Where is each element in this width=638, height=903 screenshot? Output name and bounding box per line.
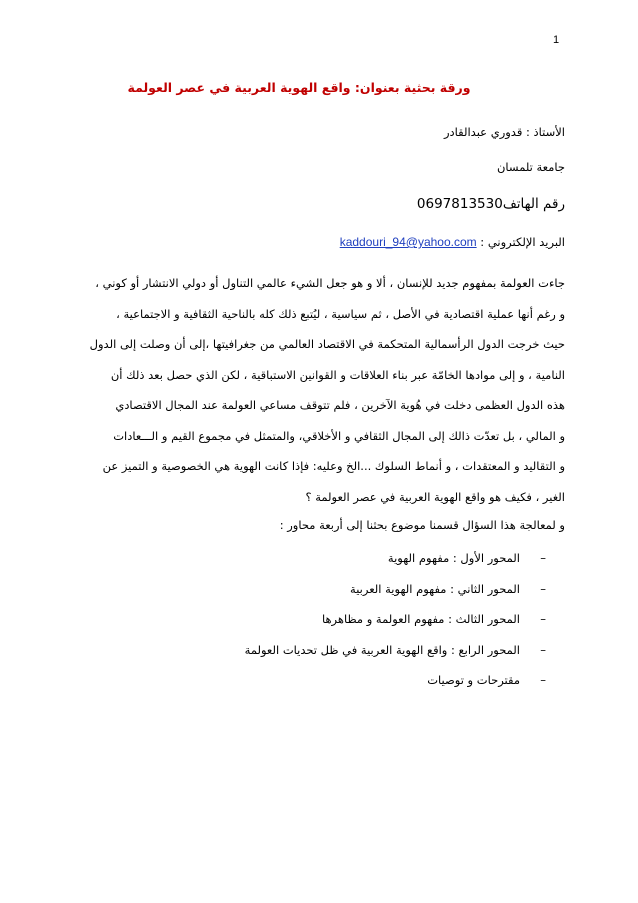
axis-label: المحور الثاني : مفهوم الهوية العربية — [350, 581, 520, 596]
page-number: 1 — [553, 34, 560, 46]
axis-label: المحور الرابع : واقع الهوية العربية في ظل تحديات العولمة — [244, 642, 520, 657]
body-paragraph — [64, 268, 565, 512]
axes-list — [245, 550, 546, 703]
axis-label: المحور الأول : مفهوم الهوية — [387, 551, 520, 565]
axes-intro: و لمعالجة هذا السؤال قسمنا موضوع بحثنا إلى أربعة محاور : — [279, 518, 565, 532]
paragraph-line: و المالي ، بل تعدّت ذالك إلى المجال الثقافي و الأخلاقي، والمتمثل في مجموع القيم و الـــعادات — [113, 428, 565, 443]
bullet-dash: – — [540, 612, 546, 626]
list-item — [245, 550, 546, 581]
document-title: ورقة بحثية بعنوان: واقع الهوية العربية في عصر العولمة — [127, 80, 471, 95]
email-line — [340, 234, 565, 250]
list-item — [245, 611, 546, 642]
paragraph-line: الغير ، فكيف هو واقع الهوية العربية في عصر العولمة ؟ — [305, 489, 565, 504]
bullet-dash: – — [540, 642, 546, 657]
phone-line: رقم الهاتف0697813530 — [416, 196, 565, 212]
list-item — [245, 581, 546, 612]
paragraph-line: و التقاليد و المعتقدات ، و أنماط السلوك ...الخ وعليه: فإذا كانت الهوية هي الخصوصية و التميز عن — [102, 459, 565, 473]
list-item — [245, 672, 546, 703]
list-item — [245, 642, 546, 673]
email-link[interactable]: kaddouri_94@yahoo.com — [339, 235, 477, 249]
paragraph-line: جاءت العولمة بمفهوم جديد للإنسان ، ألا و هو جعل الشيء عالمي التناول أو دولي الانتشار أو كوني ، — [95, 276, 565, 290]
axis-label: مقترحات و توصيات — [427, 673, 520, 687]
paragraph-line: حيث خرجت الدول الرأسمالية المتحكمة في الاقتصاد العالمي من جغرافيتها ،إلى أن وصلت إلى الدول — [89, 337, 565, 351]
bullet-dash: – — [540, 673, 546, 687]
paragraph-line: و رغم أنها عملية اقتصادية في الأصل ، ثم سياسية ، ليُتبع ذلك كله بالناحية الثقافية و الاجتماعية ، — [116, 306, 565, 321]
email-label: البريد الإلكتروني : — [480, 235, 565, 249]
author-line: الأستاذ : قدوري عبدالقادر — [443, 125, 565, 139]
paragraph-line: النامية ، و إلى موادها الخامّة عبر بناء العلاقات و القوانين الاستباقية ، لكن الذي حصل بعد ذلك أن — [110, 367, 565, 382]
bullet-dash: – — [540, 581, 546, 596]
axis-label: المحور الثالث : مفهوم العولمة و مظاهرها — [321, 612, 520, 626]
university-line: جامعة تلمسان — [496, 160, 565, 174]
bullet-dash: – — [540, 551, 546, 565]
paragraph-line: هذه الدول العظمى دخلت في هُوية الآخرين ، فلم تتوقف مساعي العولمة عند المجال الاقتصادي — [115, 398, 565, 412]
